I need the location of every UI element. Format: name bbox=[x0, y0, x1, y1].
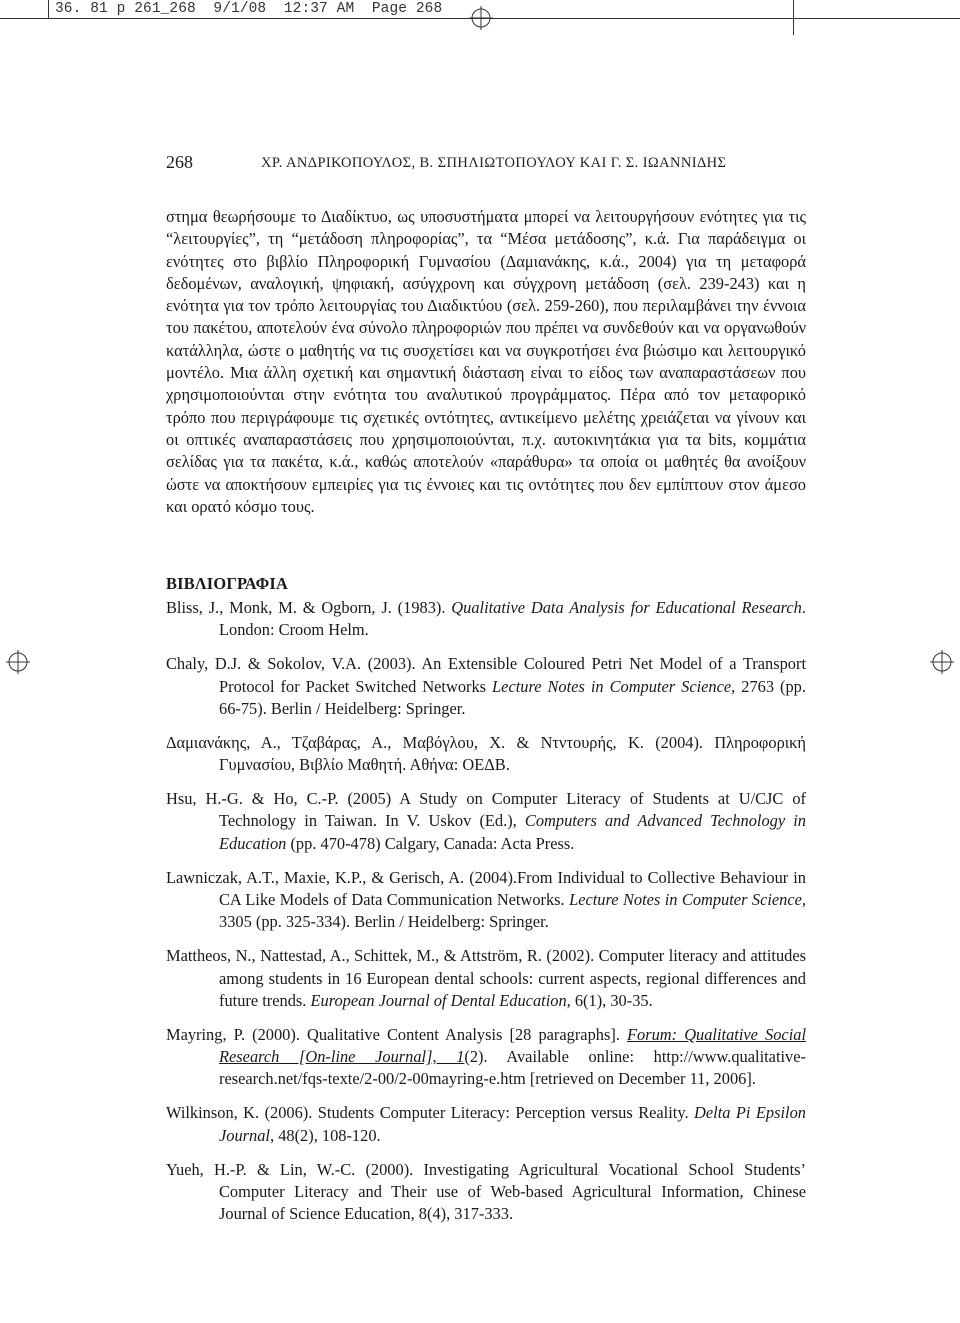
reference-item: Bliss, J., Monk, M. & Ogborn, J. (1983). Qualitative Data Analysis for Educational Research. London: Croom Helm. bbox=[166, 598, 806, 640]
crop-mark-top-left-vertical bbox=[48, 0, 49, 18]
reference-item: Mattheos, N., Nattestad, A., Schittek, M., & Attström, R. (2002). Computer literacy and attitudes among students in 16 European dental schools: current aspects, regional differences and future trends. European Journal of Dental Education, 6(1), 30-35. bbox=[166, 946, 806, 1010]
running-head: ΧΡ. ΑΝΔΡΙΚΟΠΟΥΛΟΣ, Β. ΣΠΗΛΙΩΤΟΠΟΥΛΟΥ ΚΑΙ Γ. Σ. ΙΩΑΝΝΙΔΗΣ bbox=[261, 155, 727, 171]
reference-item: Yueh, H.-P. & Lin, W.-C. (2000). Investigating Agricultural Vocational School Students’ Computer Literacy and Their use of Web-based Agricultural Information, Chinese Journal of Science Education, 8(4), 317-333. bbox=[166, 1159, 806, 1224]
reference-item: Mayring, P. (2000). Qualitative Content Analysis [28 paragraphs]. Forum: Qualitative Social Research [On-line Journal], 1(2). Available online: http://www.qualitative-research.net/fqs-texte/2-00/2-00mayring-e.htm [retrieved on December 11, 2006]. bbox=[166, 1024, 806, 1089]
registration-mark-left bbox=[6, 650, 30, 674]
reference-item: Hsu, H.-G. & Ho, C.-P. (2005) A Study on Computer Literacy of Students at U/CJC of Technology in Taiwan. In V. Uskov (Ed.), Computers and Advanced Technology in Education (pp. 470-478) Calgary, Canada: Acta Press. bbox=[166, 789, 806, 853]
body-paragraph: στημα θεωρήσουμε το Διαδίκτυο, ως υποσυστήματα μπορεί να λειτουργήσουν ενότητες για τις “λειτουργίες”, τη “μετάδοση πληροφορίας”, τα “Μέσα μετάδοσης”, κ.ά. Για παράδειγμα οι ενότητες στο βιβλίο Πληροφορική Γυμνασίου (Δαμιανάκης, κ.ά., 2004) για τη μεταφορά δεδομένων, αναλογική, ψηφιακή, ασύγχρονη και σύγχρονη μετάδοση (σελ. 239-243) και η ενότητα για τον τρόπο λειτουργίας του Διαδικτύου (σελ. 259-260), που περιλαμβάνει την έννοια του πακέτου, αποτελούν ένα σύνολο πληροφοριών που πρέπει να συνδεθούν και να οργανωθούν κατάλληλα, ώστε ο μαθητής να τις συσχετίσει και να συγκροτήσει ένα βιώσιμο και λειτουργικό μοντέλο. Μια άλλη σχετική και σημαντική διάσταση είναι το είδος των αναπαραστάσεων που χρησιμοποιούνται στην ενότητα του αναλυτικού προγράμματος. Πέρα από τον μεταφορικό τρόπο που περιγράφουμε τις σχετικές οντότητες, αντικείμενο μελέτης χρειάζεται να γίνουν και οι οπτικές αναπαραστάσεις που χρησιμοποιούνται, π.χ. αυτοκινητάκια για τα bits, κομμάτια σελίδας για τα πακέτα, κ.ά., καθώς αποτελούν «παράθυρα» τα οποία οι μαθητές θα ανοίξουν ώστε να αποκτήσουν εμπειρίες για τις έννοιες και τις οντότητες που δεν εμπίπτουν στον άμεσο και ορατό κόσμο τους. bbox=[166, 207, 806, 516]
reference-item: Wilkinson, K. (2006). Students Computer Literacy: Perception versus Reality. Delta Pi Epsilon Journal, 48(2), 108-120. bbox=[166, 1103, 806, 1145]
registration-mark-right bbox=[930, 650, 954, 674]
printer-slug: 36. 81 p 261_268 9/1/08 12:37 AM Page 268 bbox=[55, 1, 443, 17]
reference-item: Chaly, D.J. & Sokolov, V.A. (2003). An Extensible Coloured Petri Net Model of a Transport Protocol for Packet Switched Networks Lecture Notes in Computer Science, 2763 (pp. 66-75). Berlin / Heidelberg: Springer. bbox=[166, 654, 806, 718]
crop-mark-top-right-vertical bbox=[793, 0, 794, 35]
registration-mark-top bbox=[469, 6, 493, 30]
bibliography-heading: ΒΙΒΛΙΟΓΡΑΦΙΑ bbox=[166, 574, 288, 593]
reference-item: Δαμιανάκης, Α., Τζαβάρας, Α., Μαβόγλου, Χ. & Ντντουρής, Κ. (2004). Πληροφορική Γυμνασίου, Βιβλίο Μαθητή. Αθήνα: ΟΕΔΒ. bbox=[166, 732, 806, 775]
reference-list bbox=[166, 597, 806, 1237]
page-number: 268 bbox=[166, 152, 193, 172]
reference-item: Lawniczak, A.T., Maxie, K.P., & Gerisch, A. (2004).From Individual to Collective Behaviour in CA Like Models of Data Communication Networks. Lecture Notes in Computer Science, 3305 (pp. 325-334). Berlin / Heidelberg: Springer. bbox=[166, 867, 807, 932]
